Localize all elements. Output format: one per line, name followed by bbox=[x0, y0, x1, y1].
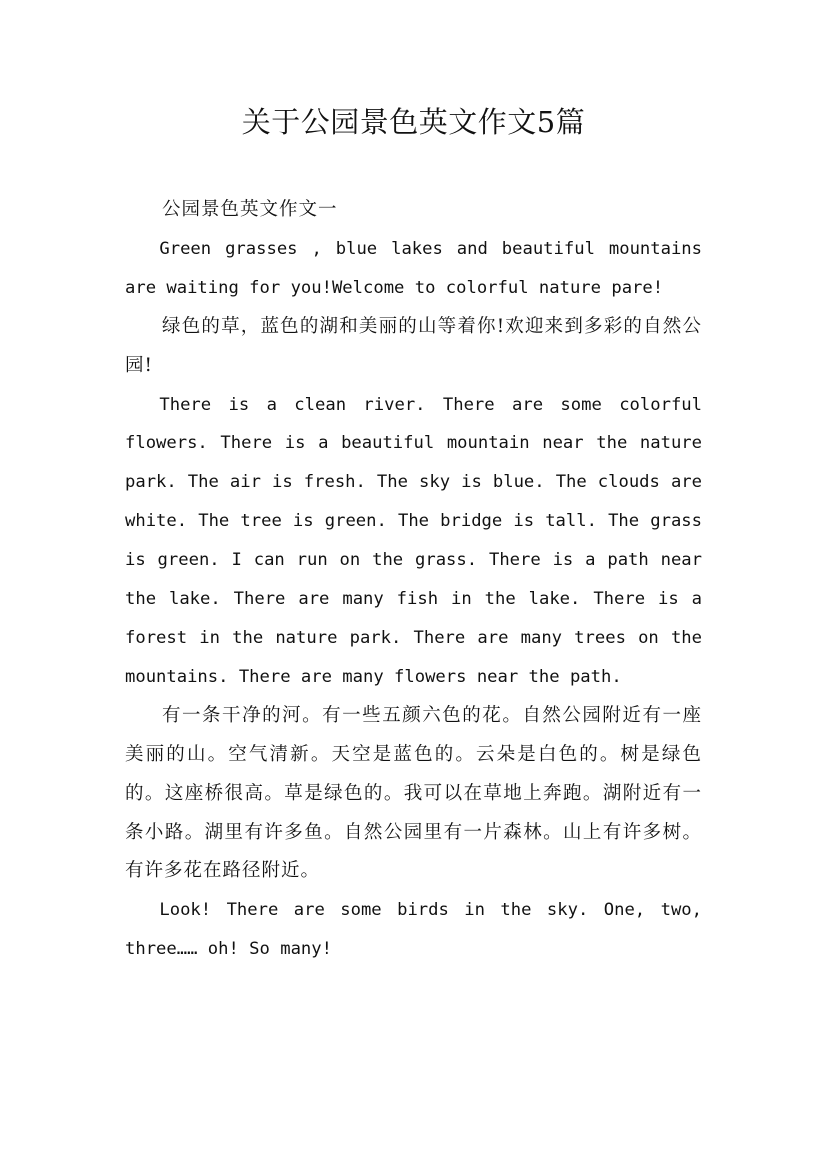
document-body bbox=[125, 191, 702, 969]
paragraph-english-description: There is a clean river. There are some colorful flowers. There is a beautiful mountain near the nature park. The air is fresh. The sky is blue. The clouds are white. The tree is green. The bridge is tall. The grass is green. I can run on the grass. There is a path near the lake. There are many fish in the lake. There is a forest in the nature park. There are many trees on the mountains. There are many flowers near the path. bbox=[125, 394, 702, 687]
paragraph-chinese-description: 有一条干净的河。有一些五颜六色的花。自然公园附近有一座美丽的山。空气清新。天空是蓝色的。云朵是白色的。树是绿色的。这座桥很高。草是绿色的。我可以在草地上奔跑。湖附近有一条小路。湖里有许多鱼。自然公园里有一片森林。山上有许多树。有许多花在路径附近。 bbox=[125, 704, 702, 882]
paragraph-chinese-intro: 绿色的草，蓝色的湖和美丽的山等着你!欢迎来到多彩的自然公园! bbox=[125, 315, 702, 376]
paragraph-english-birds: Look! There are some birds in the sky. One, two, three…… oh! So many! bbox=[125, 900, 702, 960]
section-heading: 公园景色英文作文一 bbox=[162, 199, 338, 220]
paragraph-english-intro: Green grasses , blue lakes and beautiful mountains are waiting for you!Welcome to colorful nature pare! bbox=[125, 238, 702, 298]
document-title: 关于公园景色英文作文5篇 bbox=[241, 105, 586, 139]
